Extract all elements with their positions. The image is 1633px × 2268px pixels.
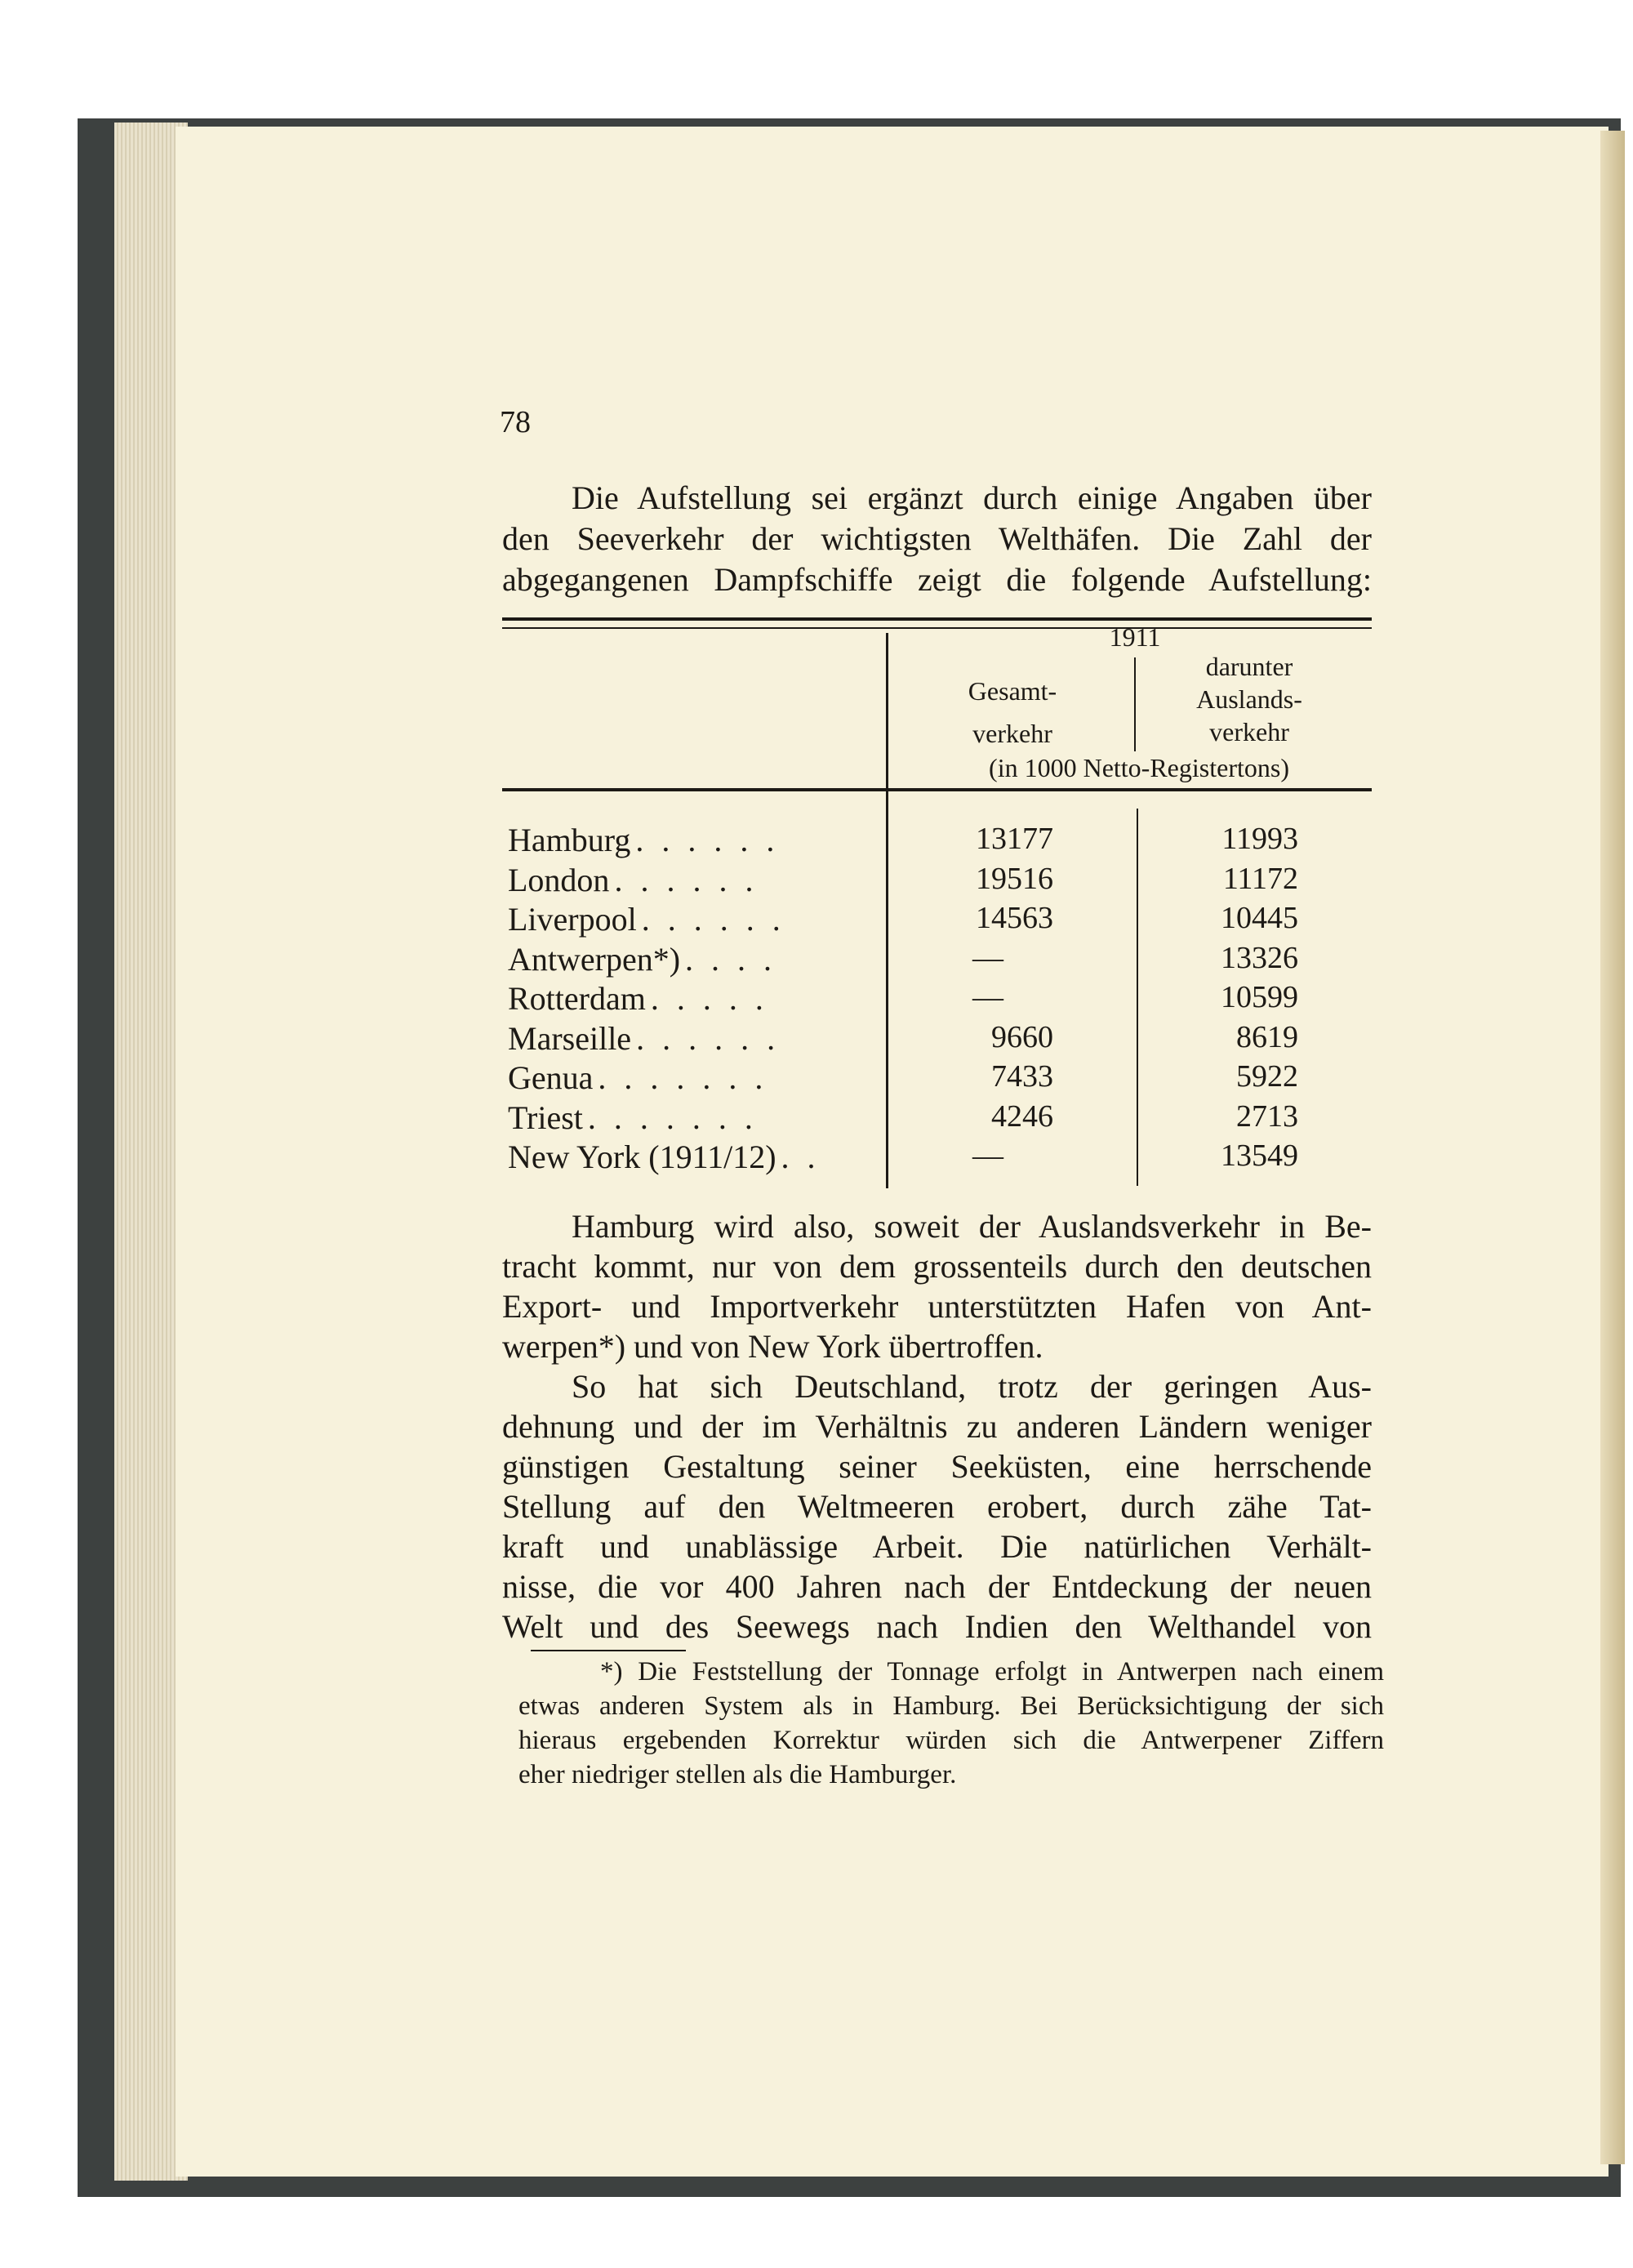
port-name: New York (1911/12) [508, 1138, 776, 1175]
header-foreign-line: darunter [1205, 652, 1293, 681]
total-traffic-value: 14563 [976, 901, 1053, 935]
table-row-label [508, 940, 776, 978]
header-foreign-line: verkehr [1209, 717, 1289, 746]
intro-line: abgegangenen Dampfschiffe zeigt die folgende Aufstellung: [502, 561, 1372, 598]
body-line: werpen*) und von New York übertroffen. [502, 1328, 1043, 1365]
port-name: Liverpool [508, 901, 637, 938]
total-traffic-value: — [972, 940, 1003, 975]
total-traffic-value: — [972, 980, 1003, 1014]
table-row-label [508, 1098, 758, 1137]
header-total-line: verkehr [972, 719, 1052, 748]
body-line: günstigen Gestaltung seiner Seeküsten, eine herrschende [502, 1448, 1372, 1485]
port-name: Triest [508, 1098, 583, 1136]
table-row-label [508, 900, 785, 938]
body-line: Welt und des Seewegs nach Indien den Welthandel von [502, 1608, 1372, 1645]
table-header-rule [502, 788, 1372, 791]
dot-leader: . . [781, 1138, 821, 1175]
footnote-line: *) Die Feststellung der Tonnage erfolgt in Antwerpen nach einem [600, 1657, 1384, 1687]
dot-leader: . . . . . . [641, 901, 785, 938]
dot-leader: . . . . . . [635, 822, 780, 858]
total-traffic-value: 13177 [976, 822, 1053, 856]
body-line: So hat sich Deutschland, trotz der geringen Aus- [572, 1368, 1372, 1405]
table-top-rule-thin [502, 627, 1372, 629]
header-foreign [1151, 650, 1347, 748]
total-traffic-value: 9660 [991, 1019, 1053, 1054]
table-row-label [508, 1019, 780, 1058]
header-foreign-line: Auslands- [1196, 684, 1302, 714]
foreign-traffic-value: 13326 [1221, 940, 1298, 975]
dot-leader: . . . . . . [614, 861, 759, 898]
port-name: Hamburg [508, 822, 631, 858]
port-name: London [508, 861, 610, 898]
footnote-line: eher niedriger stellen als die Hamburger. [518, 1760, 957, 1789]
header-total [914, 670, 1110, 755]
facing-page-edge [1600, 131, 1625, 2164]
header-unit: (in 1000 Netto-Registertons) [989, 753, 1289, 782]
port-name: Rotterdam [508, 980, 646, 1017]
body-line: Export- und Importverkehr unterstützten Hafen von Ant- [502, 1288, 1372, 1325]
footnote-line: etwas anderen System als in Hamburg. Bei Berücksichtigung der sich [518, 1691, 1384, 1721]
dot-leader: . . . . [685, 940, 777, 978]
header-year: 1911 [1109, 622, 1161, 652]
foreign-traffic-value: 11172 [1222, 861, 1298, 896]
foreign-traffic-value: 5922 [1236, 1059, 1298, 1094]
table-row-label [508, 1138, 821, 1176]
header-total-line: Gesamt- [968, 676, 1057, 706]
body-line: kraft und unablässige Arbeit. Die natürlichen Verhält- [502, 1528, 1372, 1565]
intro-line: den Seeverkehr der wichtigsten Welthäfen. Die Zahl der [502, 520, 1372, 557]
book-page [176, 127, 1609, 2177]
footnote-line: hieraus ergebenden Korrektur würden sich die Antwerpener Ziffern [518, 1726, 1384, 1755]
body-line: Hamburg wird also, soweit der Auslandsverkehr in Be- [572, 1208, 1372, 1245]
table-top-rule [502, 617, 1372, 621]
footnote-rule [531, 1650, 686, 1651]
port-name: Genua [508, 1059, 594, 1096]
foreign-traffic-value: 10599 [1221, 980, 1298, 1014]
table-header-divider [1134, 657, 1136, 751]
total-traffic-value: 4246 [991, 1098, 1053, 1134]
table-row-label [508, 861, 758, 899]
foreign-traffic-value: 10445 [1221, 901, 1298, 935]
foreign-traffic-value: 13549 [1221, 1138, 1298, 1173]
body-line: Stellung auf den Weltmeeren erobert, durch zähe Tat- [502, 1488, 1372, 1525]
total-traffic-value: 7433 [991, 1059, 1053, 1094]
body-line: dehnung und der im Verhältnis zu anderen Ländern weniger [502, 1408, 1372, 1445]
table-row-label [508, 821, 779, 859]
dot-leader: . . . . . . [636, 1019, 781, 1057]
table-row-label [508, 979, 768, 1018]
dot-leader: . . . . . . . [587, 1098, 758, 1136]
port-name: Marseille [508, 1019, 632, 1057]
total-traffic-value: — [972, 1138, 1003, 1173]
body-line: tracht kommt, nur von dem grossenteils durch den deutschen [502, 1248, 1372, 1285]
total-traffic-value: 19516 [976, 861, 1053, 896]
port-name: Antwerpen*) [508, 940, 681, 978]
body-line: nisse, die vor 400 Jahren nach der Entdeckung der neuen [502, 1568, 1372, 1605]
page-number: 78 [500, 405, 531, 439]
foreign-traffic-value: 8619 [1236, 1019, 1298, 1054]
dot-leader: . . . . . [650, 980, 768, 1017]
foreign-traffic-value: 2713 [1236, 1098, 1298, 1134]
table-row-label [508, 1058, 768, 1097]
foreign-traffic-value: 11993 [1221, 822, 1298, 856]
intro-line: Die Aufstellung sei ergänzt durch einige Angaben über [572, 479, 1372, 516]
dot-leader: . . . . . . . [598, 1059, 768, 1096]
